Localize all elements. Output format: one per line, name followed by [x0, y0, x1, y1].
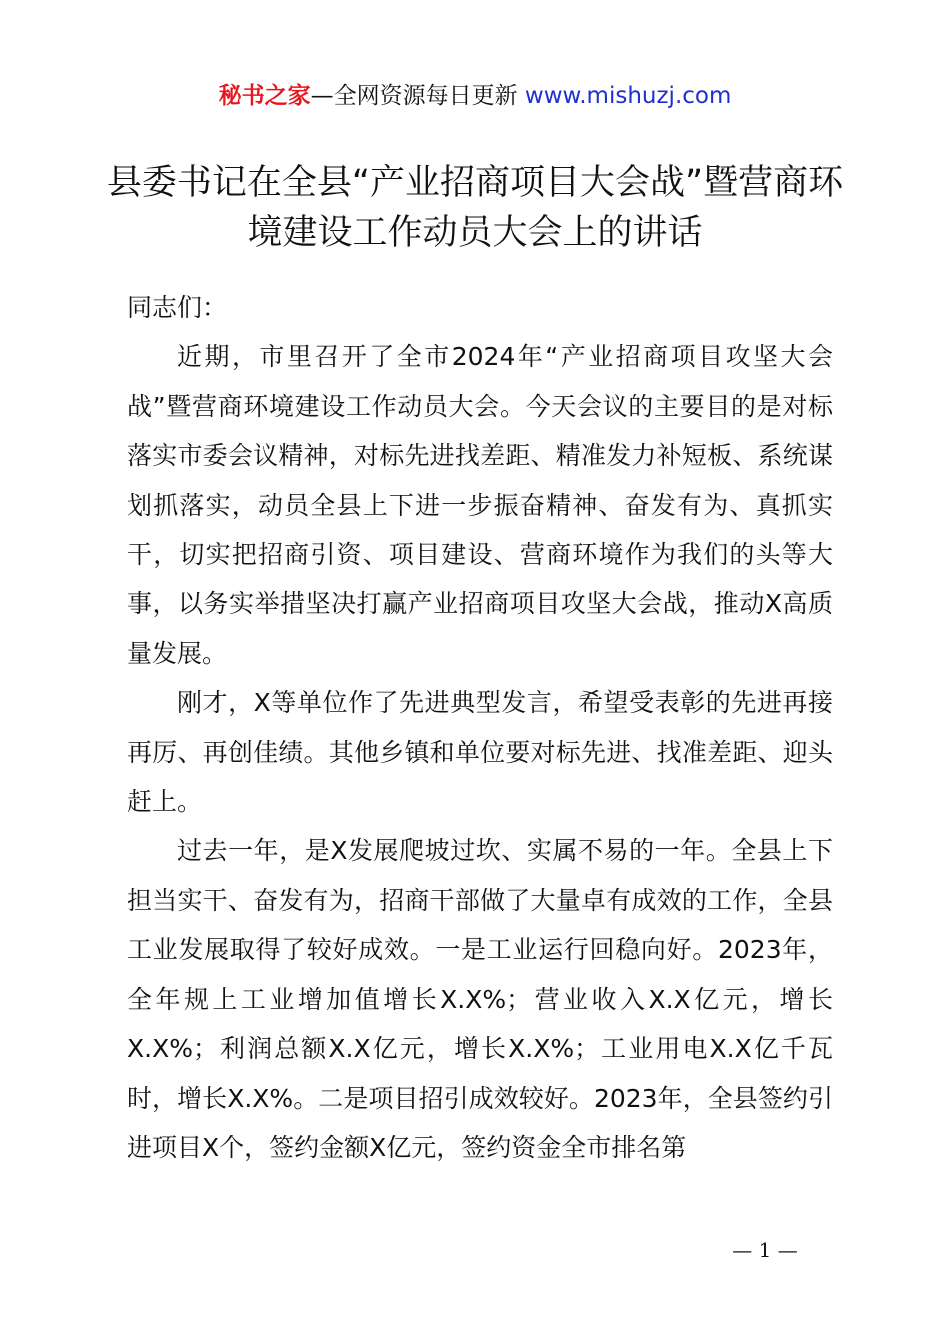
site-header [0, 80, 950, 112]
header-tagline: —全网资源每日更新 [310, 83, 518, 109]
body-paragraph: 近期，市里召开了全市2024年“产业招商项目攻坚大会战”暨营商环境建设工作动员大会。今天会议的主要目的是对标落实市委会议精神，对标先进找差距、精准发力补短板、系统谋划抓落实，动员全县上下进一步振奋精神、奋发有为、真抓实干，切实把招商引资、项目建设、营商环境作为我们的头等大事，以务实举措坚决打赢产业招商项目攻坚大会战，推动X高质量发展。 [127, 342, 833, 668]
document-body [127, 283, 833, 1172]
body-paragraph: 刚才，X等单位作了先进典型发言，希望受表彰的先进再接再厉、再创佳绩。其他乡镇和单位要对标先进、找准差距、迎头赶上。 [127, 688, 833, 817]
page-number: — 1 — [732, 1238, 798, 1262]
body-paragraph: 过去一年，是X发展爬坡过坎、实属不易的一年。全县上下担当实干、奋发有为，招商干部做了大量卓有成效的工作，全县工业发展取得了较好成效。一是工业运行回稳向好。2023年，全年规上工业增加值增长X.X%；营业收入X.X亿元，增长X.X%；利润总额X.X亿元，增长X.X%；工业用电X.X亿千瓦时，增长X.X%。二是项目招引成效较好。2023年，全县签约引进项目X个，签约金额X亿元，签约资金全市排名第 [127, 836, 833, 1162]
brand-name: 秘书之家 [218, 83, 311, 109]
site-url-link[interactable]: www.mishuzj.com [524, 83, 732, 109]
greeting: 同志们： [127, 293, 228, 322]
document-title: 县委书记在全县“产业招商项目大会战”暨营商环境建设工作动员大会上的讲话 [106, 163, 844, 253]
